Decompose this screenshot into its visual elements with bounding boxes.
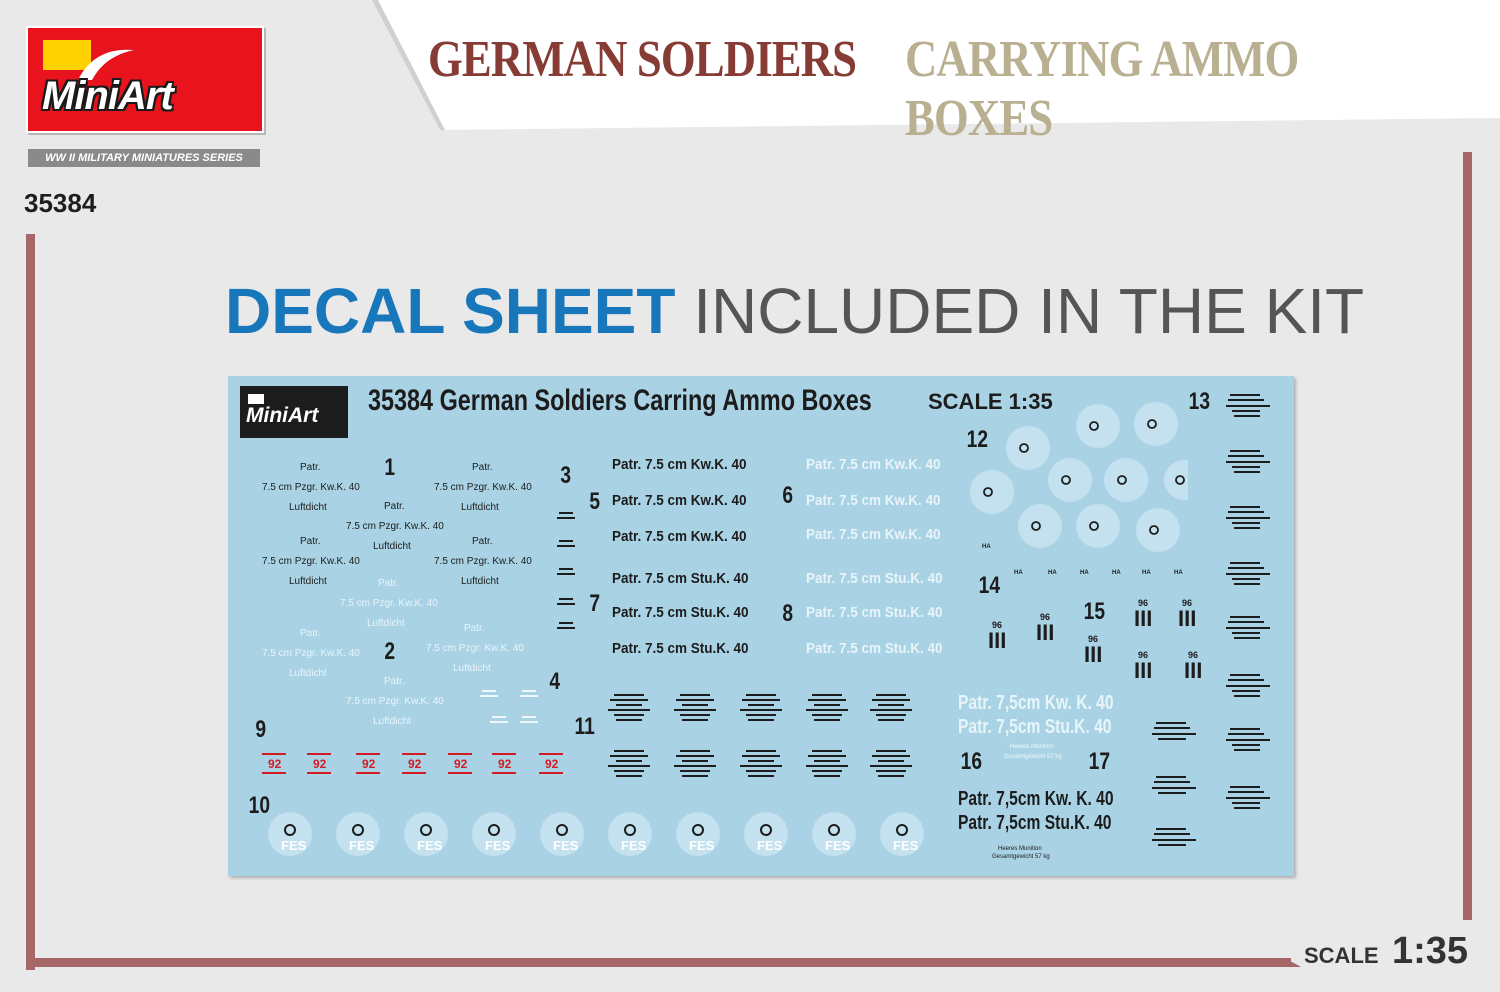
decal-number-14: 14 [978,572,1001,599]
fes-label: FES [825,838,851,853]
decal-group-14 [980,544,1190,584]
headline [225,274,1364,348]
patr-label: Patr. [472,462,493,473]
kwk-line-black-2: Patr. 7.5 cm Kw.K. 40 [612,492,747,509]
gewicht-black: Gesamtgewicht 57 kg [992,854,1050,860]
roman-mark: III [1084,642,1103,667]
decal-number-7: 7 [589,590,601,617]
stuk-line-white-2: Patr. 7.5 cm Stu.K. 40 [806,604,943,621]
ring-icon [556,824,568,836]
kit-number: 35384 [24,188,97,218]
fes-circle [336,812,380,856]
logo-text: MiniArt [42,74,173,118]
stuk-big-white: Patr. 7,5cm Stu.K. 40 [958,716,1112,738]
fes-circle [812,812,856,856]
roman-mark: III [1036,620,1055,645]
count-mark: 96 [1040,612,1051,622]
luftdicht-label: Luftdicht [289,576,327,587]
pzgr-label: 7.5 cm Pzgr. Kw.K. 40 [426,643,524,654]
title-german-soldiers: GERMAN SOLDIERS [428,31,857,88]
frame-right [1463,152,1472,920]
stuk-line-white-3: Patr. 7.5 cm Stu.K. 40 [806,640,943,657]
small-mark: HA [1080,570,1089,576]
red-92-mark: 92 [268,757,282,771]
luftdicht-label: Luftdicht [453,663,491,674]
decal-number-6: 6 [782,482,794,509]
decal-group-12 [968,398,1188,558]
fes-circle [880,812,924,856]
patr-label: Patr. [384,676,405,687]
stuk-line-black-3: Patr. 7.5 cm Stu.K. 40 [612,640,749,657]
stuk-big-black: Patr. 7,5cm Stu.K. 40 [958,812,1112,834]
fes-label: FES [757,838,783,853]
kwk-big-white: Patr. 7,5cm Kw. K. 40 [958,692,1114,714]
pzgr-label: 7.5 cm Pzgr. Kw.K. 40 [434,556,532,567]
luftdicht-label: Luftdicht [367,618,405,629]
count-mark: 96 [1182,598,1193,608]
pzgr-label: 7.5 cm Pzgr. Kw.K. 40 [346,521,444,532]
count-mark: 96 [1138,650,1149,660]
small-mark: HA [1014,570,1023,576]
kwk-line-white-1: Patr. 7.5 cm Kw.K. 40 [806,456,941,473]
headline-included: INCLUDED IN THE KIT [693,275,1365,347]
fes-circle [472,812,516,856]
ring-icon [760,824,772,836]
decal-number-9: 9 [255,716,267,743]
frame-left [26,234,35,970]
luftdicht-label: Luftdicht [373,541,411,552]
fes-label: FES [689,838,715,853]
ring-icon [420,824,432,836]
fes-label: FES [349,838,375,853]
decal-number-16: 16 [960,748,983,775]
decal-group-9 [258,752,578,778]
fes-label: FES [281,838,307,853]
ring-icon [624,824,636,836]
decal-number-8: 8 [782,600,794,627]
stuk-line-white-1: Patr. 7.5 cm Stu.K. 40 [806,570,943,587]
scale-value: 1:35 [1392,930,1469,972]
roman-mark: III [1134,658,1153,683]
pzgr-label: 7.5 cm Pzgr. Kw.K. 40 [340,598,438,609]
decal-sheet [228,376,1294,876]
decal-number-3: 3 [560,462,572,489]
heeres-black: Heeres Munition [998,846,1042,852]
red-mark-lines [258,752,578,778]
patr-label: Patr. [300,536,321,547]
fes-circle [268,812,312,856]
count-mark: 96 [1088,634,1099,644]
pzgr-label: 7.5 cm Pzgr. Kw.K. 40 [262,648,360,659]
series-label: WW II MILITARY MINIATURES SERIES [28,149,260,167]
decal-number-1: 1 [384,454,396,481]
luftdicht-label: Luftdicht [289,668,327,679]
gewicht-white: Gesamtgewicht 57 kg [1004,754,1062,760]
decal-group-11 [606,692,926,788]
ring-icon [284,824,296,836]
patr-label: Patr. [300,462,321,473]
patr-label: Patr. [300,628,321,639]
red-92-mark: 92 [545,757,559,771]
small-mark: HA [1112,570,1121,576]
red-92-mark: 92 [313,757,327,771]
red-92-mark: 92 [498,757,512,771]
decal-group-4-marks [478,686,548,742]
fes-label: FES [893,838,919,853]
frame-bottom [26,958,1291,967]
roman-mark: III [1184,658,1203,683]
decal-group-3-marks [556,508,578,634]
pzgr-label: 7.5 cm Pzgr. Kw.K. 40 [346,696,444,707]
stuk-line-black-2: Patr. 7.5 cm Stu.K. 40 [612,604,749,621]
decal-group-13 [1224,392,1280,824]
stuk-line-black-1: Patr. 7.5 cm Stu.K. 40 [612,570,749,587]
fes-label: FES [621,838,647,853]
decal-group-10 [268,812,938,862]
roman-mark: III [1178,606,1197,631]
ring-icon [896,824,908,836]
ring-icon [352,824,364,836]
patr-label: Patr. [384,501,405,512]
pzgr-label: 7.5 cm Pzgr. Kw.K. 40 [262,556,360,567]
heeres-white: Heeres Munition [1010,744,1054,750]
headline-decal-sheet: DECAL SHEET [225,275,676,347]
luftdicht-label: Luftdicht [289,502,327,513]
ring-icon [828,824,840,836]
small-mark: HA [1142,570,1151,576]
roman-mark: III [1134,606,1153,631]
scale-label: SCALE [1304,943,1379,968]
ring-icon [692,824,704,836]
pzgr-label: 7.5 cm Pzgr. Kw.K. 40 [262,482,360,493]
sheet-logo-text: MiniArt [246,404,319,427]
fes-circle [540,812,584,856]
kwk-line-black-1: Patr. 7.5 cm Kw.K. 40 [612,456,747,473]
miniart-logo [26,26,264,133]
decal-number-17: 17 [1088,748,1111,775]
patr-label: Patr. [472,536,493,547]
patr-label: Patr. [378,578,399,589]
sheet-scale: SCALE 1:35 [928,389,1053,414]
count-mark: 96 [1138,598,1149,608]
ring-icon [488,824,500,836]
title-carrying-ammo: CARRYING AMMO BOXES [905,31,1299,147]
small-mark: HA [1174,570,1183,576]
fes-label: FES [485,838,511,853]
pzgr-label: 7.5 cm Pzgr. Kw.K. 40 [434,482,532,493]
fes-circle [608,812,652,856]
decal-number-10: 10 [248,792,271,819]
decal-group-15 [988,598,1208,698]
decal-number-5: 5 [589,488,601,515]
decal-group-17-labels [1150,720,1206,860]
sheet-logo [240,386,348,438]
kwk-line-white-3: Patr. 7.5 cm Kw.K. 40 [806,526,941,543]
kwk-big-black: Patr. 7,5cm Kw. K. 40 [958,788,1114,810]
fes-label: FES [417,838,443,853]
decal-number-15: 15 [1083,598,1106,625]
small-mark: HA [1048,570,1057,576]
luftdicht-label: Luftdicht [373,716,411,727]
frame-corner [1285,950,1301,967]
small-mark: HA [982,544,991,550]
count-mark: 96 [992,620,1003,630]
sheet-logo-flag-icon [248,394,264,404]
decal-number-4: 4 [549,668,561,695]
luftdicht-label: Luftdicht [461,576,499,587]
red-92-mark: 92 [362,757,376,771]
fes-circle [744,812,788,856]
decal-number-12: 12 [966,426,989,453]
fes-label: FES [553,838,579,853]
kwk-line-white-2: Patr. 7.5 cm Kw.K. 40 [806,492,941,509]
kwk-line-black-3: Patr. 7.5 cm Kw.K. 40 [612,528,747,545]
decal-number-2: 2 [384,638,396,665]
count-mark: 96 [1188,650,1199,660]
decal-number-13: 13 [1188,388,1211,415]
sheet-title: 35384 German Soldiers Carring Ammo Boxes [368,384,872,417]
luftdicht-label: Luftdicht [461,502,499,513]
red-92-mark: 92 [454,757,468,771]
roman-mark: III [988,628,1007,653]
fes-circle [676,812,720,856]
fes-circle [404,812,448,856]
decal-number-11: 11 [574,713,595,740]
red-92-mark: 92 [408,757,422,771]
patr-label: Patr. [464,623,485,634]
